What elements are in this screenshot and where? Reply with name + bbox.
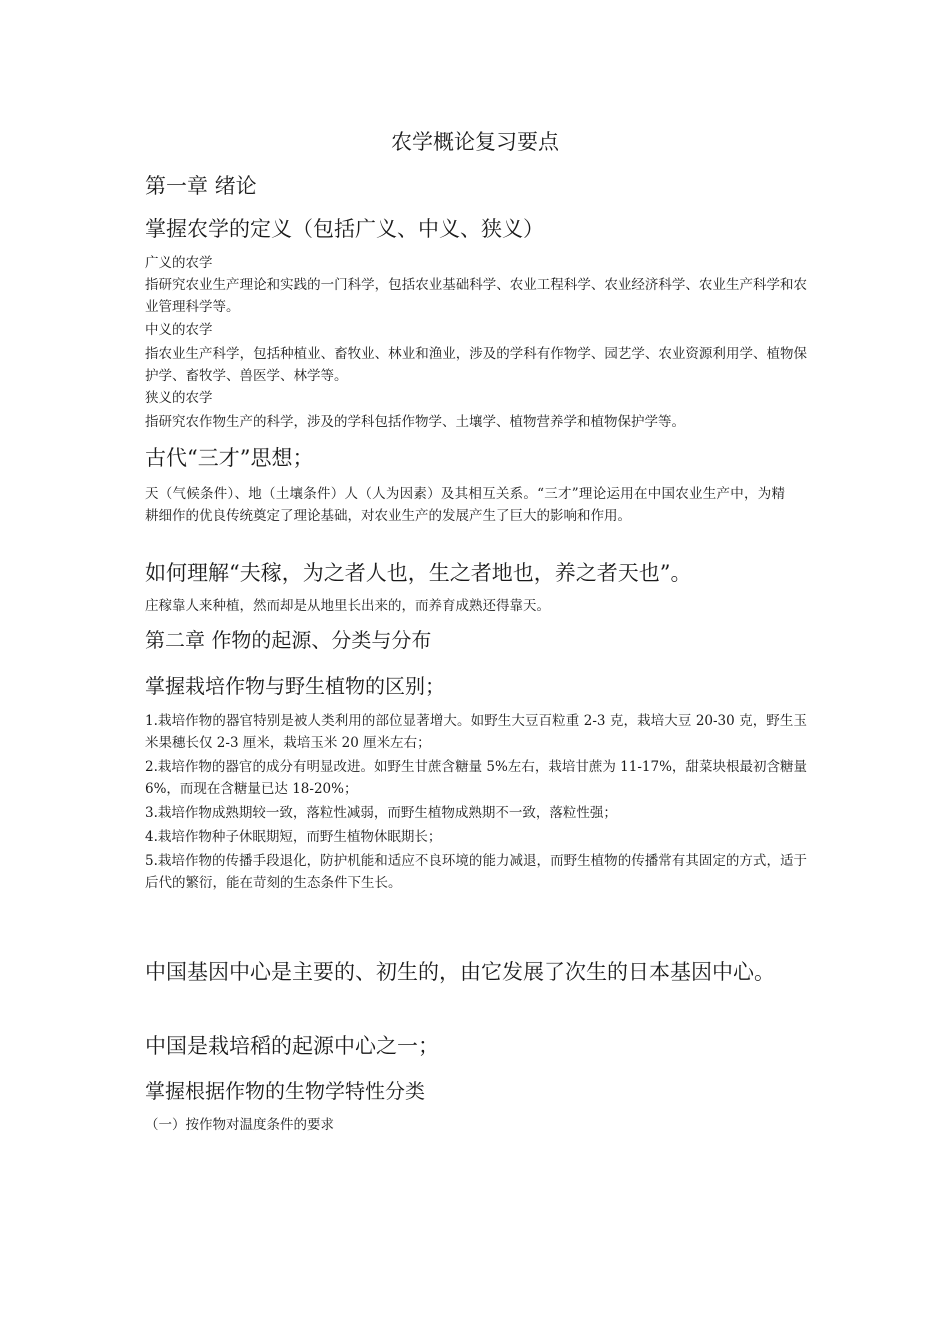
narrow-agronomy-label: 狭义的农学 [145, 390, 213, 406]
chapter-2-heading: 第二章 作物的起源、分类与分布 [145, 628, 432, 652]
crop-vs-wild-heading: 掌握栽培作物与野生植物的区别； [145, 674, 445, 698]
classification-heading: 掌握根据作物的生物学特性分类 [145, 1079, 425, 1103]
rice-origin-statement: 中国是栽培稻的起源中心之一； [145, 1034, 439, 1058]
chapter-1-heading: 第一章 绪论 [145, 174, 257, 198]
difference-item-4: 4.栽培作物种子休眠期短，而野生植物休眠期长； [145, 829, 442, 845]
document-title: 农学概论复习要点 [391, 130, 559, 154]
quote-heading: 如何理解“夫稼，为之者人也，生之者地也，养之者天也”。 [145, 561, 692, 585]
three-talents-text: 天（气候条件）、地（土壤条件）人（人为因素）及其相互关系。“三才”理论运用在中国农业生产中，为精耕细作的优良传统奠定了理论基础，对农业生产的发展产生了巨大的影响和作用。 [145, 486, 785, 524]
difference-item-3: 3.栽培作物成熟期较一致，落粒性减弱，而野生植物成熟期不一致，落粒性强； [145, 805, 617, 821]
difference-item-2: 2.栽培作物的器官的成分有明显改进。如野生甘蔗含糖量 5%左右，栽培甘蔗为 11-17%，甜菜块根最初含糖量 6%，而现在含糖量已达 18-20%； [145, 759, 807, 797]
broad-agronomy-text: 指研究农业生产理论和实践的一门科学，包括农业基础科学、农业工程科学、农业经济科学、农业生产科学和农业管理科学等。 [145, 277, 807, 315]
middle-agronomy-text: 指农业生产科学，包括种植业、畜牧业、林业和渔业，涉及的学科有作物学、园艺学、农业资源利用学、植物保护学、畜牧学、兽医学、林学等。 [145, 346, 807, 384]
middle-agronomy-label: 中义的农学 [145, 322, 213, 338]
difference-item-5: 5.栽培作物的传播手段退化，防护机能和适应不良环境的能力减退，而野生植物的传播常有其固定的方式，适于后代的繁衍，能在苛刻的生态条件下生长。 [145, 853, 807, 891]
quote-explanation: 庄稼靠人来种植，然而却是从地里长出来的，而养育成熟还得靠天。 [145, 598, 550, 614]
three-talents-heading: 古代“三才”思想； [145, 446, 314, 470]
broad-agronomy-label: 广义的农学 [145, 255, 213, 271]
difference-item-1: 1.栽培作物的器官特别是被人类利用的部位显著增大。如野生大豆百粒重 2-3 克，栽培大豆 20-30 克，野生玉米果穗长仅 2-3 厘米，栽培玉米 20 厘米左右； [145, 713, 807, 751]
gene-center-statement: 中国基因中心是主要的、初生的，由它发展了次生的日本基因中心。 [145, 960, 775, 984]
temperature-subheading: （一）按作物对温度条件的要求 [145, 1117, 334, 1133]
narrow-agronomy-text: 指研究农作物生产的科学，涉及的学科包括作物学、土壤学、植物营养学和植物保护学等。 [145, 414, 685, 430]
definition-heading: 掌握农学的定义（包括广义、中义、狭义） [145, 217, 544, 241]
